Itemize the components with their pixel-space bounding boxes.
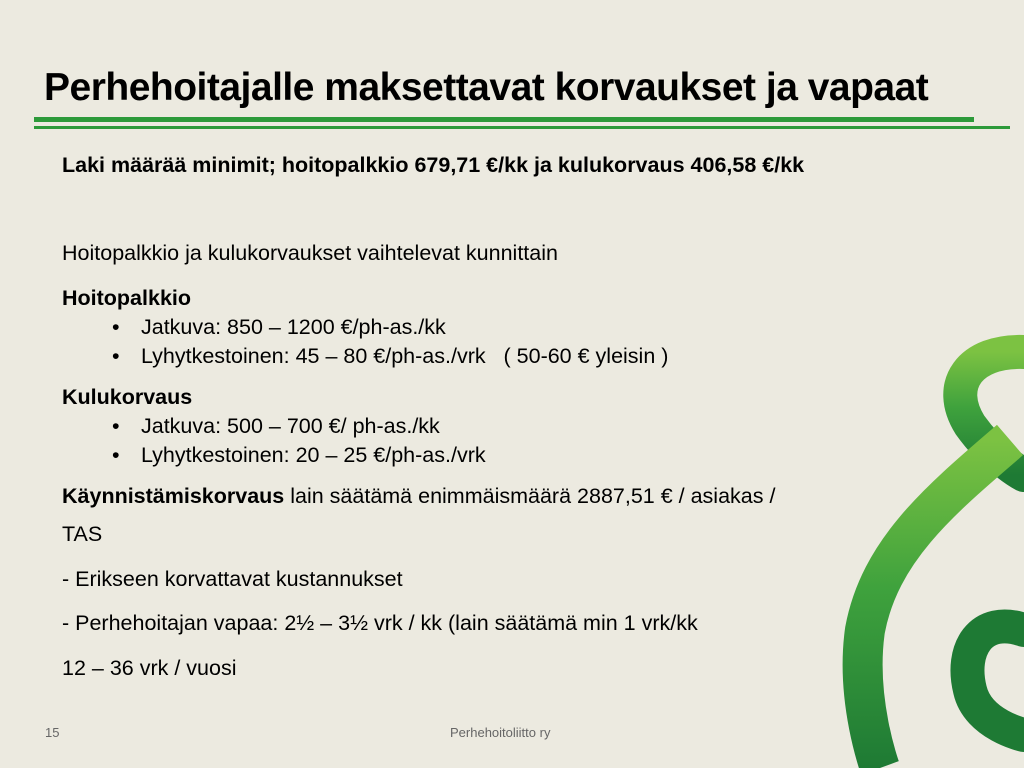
list-item-text: Lyhytkestoinen: 45 – 80 €/ph-as./vrk ( 50-60 € yleisin ) (141, 344, 669, 368)
slide-number: 15 (45, 725, 60, 740)
footer-organization: Perhehoitoliitto ry (450, 725, 551, 740)
title-underline-thin (34, 126, 1010, 129)
page-title: Perhehoitajalle maksettavat korvaukset ja vapaat (44, 66, 929, 109)
startup-fee-continuation: TAS (62, 522, 103, 546)
leave-per-year-text: 12 – 36 vrk / vuosi (62, 656, 237, 680)
bullet-icon: • (112, 344, 120, 368)
intro-text: Laki määrää minimit; hoitopalkkio 679,71 €/kk ja kulukorvaus 406,58 €/kk (62, 153, 805, 177)
startup-fee-label: Käynnistämiskorvaus (62, 484, 285, 508)
startup-fee-line (62, 482, 775, 511)
startup-fee-text: lain säätämä enimmäismäärä 2887,51 € / asiakas / (284, 484, 776, 508)
bullet-icon: • (112, 443, 120, 467)
bullet-icon: • (112, 414, 120, 438)
list-item-text: Jatkuva: 500 – 700 €/ ph-as./kk (141, 414, 440, 438)
leave-text: - Perhehoitajan vapaa: 2½ – 3½ vrk / kk (lain säätämä min 1 vrk/kk (62, 611, 698, 635)
variation-text: Hoitopalkkio ja kulukorvaukset vaihtelevat kunnittain (62, 241, 558, 265)
hoitopalkkio-heading: Hoitopalkkio (62, 286, 192, 310)
kulukorvaus-heading: Kulukorvaus (62, 385, 193, 409)
bullet-icon: • (112, 315, 120, 339)
list-item-text: Jatkuva: 850 – 1200 €/ph-as./kk (141, 315, 446, 339)
title-underline-thick (34, 117, 974, 122)
extra-costs-text: - Erikseen korvattavat kustannukset (62, 567, 403, 591)
ampersand-logo-icon (820, 330, 1024, 768)
list-item-text: Lyhytkestoinen: 20 – 25 €/ph-as./vrk (141, 443, 486, 467)
